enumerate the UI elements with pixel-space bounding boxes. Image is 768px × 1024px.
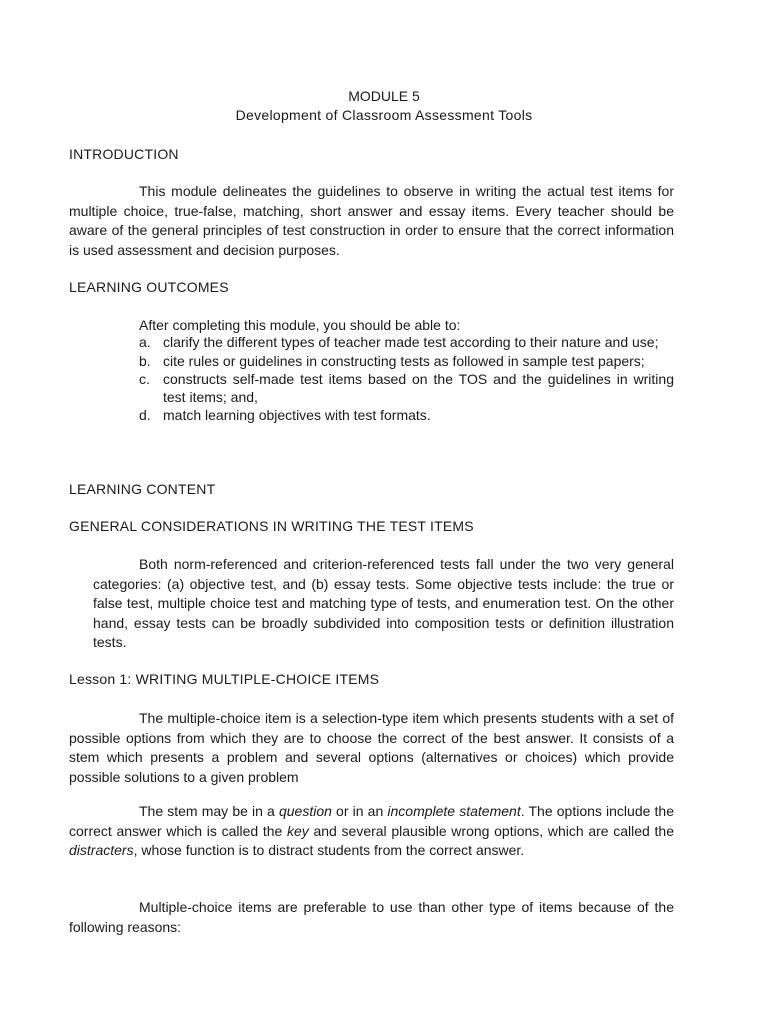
- text-run: The stem may be in a: [139, 803, 279, 819]
- text-run: or in an: [331, 803, 388, 819]
- list-item: [139, 353, 674, 371]
- list-item-text: match learning objectives with test formats.: [163, 407, 431, 423]
- learning-outcomes-heading: LEARNING OUTCOMES: [69, 279, 229, 295]
- list-item: [139, 371, 674, 406]
- text-run: and several plausible wrong options, which are called the: [308, 822, 674, 839]
- lesson-1-heading: Lesson 1: WRITING MULTIPLE-CHOICE ITEMS: [69, 671, 380, 687]
- list-marker: d.: [139, 407, 151, 423]
- list-item-text: clarify the different types of teacher made test according to their nature and use;: [163, 334, 659, 350]
- outcomes-lead: After completing this module, you should be able to:: [139, 317, 461, 333]
- introduction-heading: INTRODUCTION: [69, 146, 179, 162]
- lesson-1-paragraph-1: The multiple-choice item is a selection-type item which presents students with a set of possible options from which they are to choose the correct of the best answer. It consists of a stem which presents a problem and several options (alternatives or choices) which provide possible solutions to a given problem: [69, 710, 674, 785]
- introduction-paragraph: This module delineates the guidelines to observe in writing the actual test items for multiple choice, true-false, matching, short answer and essay items. Every teacher should be aware of the general principles of test construction in order to ensure that the correct information is used assessment and decision purposes.: [69, 183, 674, 258]
- list-item: [139, 334, 674, 352]
- text-run: , whose function is to distract students from the correct answer.: [133, 842, 525, 858]
- general-considerations-paragraph: Both norm-referenced and criterion-referenced tests fall under the two very general categories: (a) objective test, and (b) essay tests. Some objective tests include: the true or false test, multiple choice test and matching type of tests, and enumeration test. On the other hand, essay tests can be broadly subdivided into composition tests or definition illustration tests.: [93, 556, 674, 650]
- term-incomplete-statement: incomplete statement: [387, 803, 521, 819]
- learning-content-heading: LEARNING CONTENT: [69, 481, 216, 497]
- list-marker: b.: [139, 352, 151, 369]
- general-considerations-heading: GENERAL CONSIDERATIONS IN WRITING THE TEST ITEMS: [69, 518, 474, 534]
- lesson-1-paragraph-3: Multiple-choice items are preferable to use than other type of items because of the following reasons:: [69, 899, 674, 935]
- module-number: MODULE 5: [348, 88, 420, 104]
- lesson-1-paragraph-2: [69, 802, 674, 861]
- text-run: . The options include the correct answer which is called the: [69, 803, 674, 839]
- list-item-text: constructs self-made test items based on the TOS and the guidelines in writing test items; and,: [163, 371, 674, 405]
- term-question: question: [278, 803, 332, 819]
- list-item: [139, 407, 674, 425]
- list-marker: a.: [139, 334, 151, 350]
- list-item-text: cite rules or guidelines in constructing tests as followed in sample test papers;: [163, 352, 645, 369]
- term-distracters: distracters: [69, 842, 134, 858]
- term-key: key: [287, 822, 309, 839]
- module-title: Development of Classroom Assessment Tools: [235, 107, 533, 123]
- outcomes-list: [139, 334, 674, 426]
- list-marker: c.: [139, 371, 150, 387]
